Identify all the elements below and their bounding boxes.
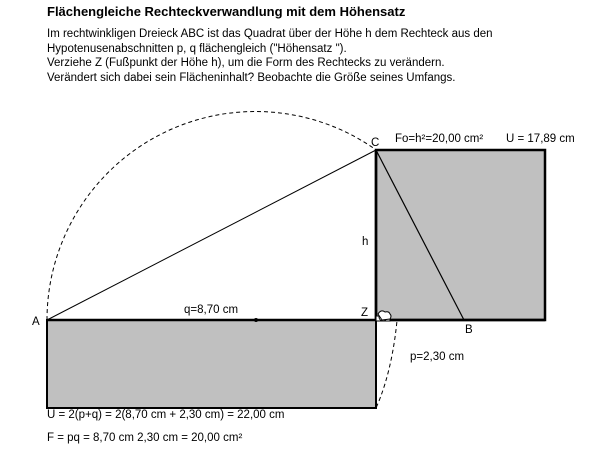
rect-perimeter-label: U = 2(p+q) = 2(8,70 cm + 2,30 cm) = 22,00 cm — [47, 409, 285, 421]
side-ac — [47, 150, 376, 320]
point-label-z: Z — [361, 307, 369, 319]
instruction-line-2: Hypotenusenabschnitten p, q flächengleich ("Höhensatz "). — [47, 42, 347, 55]
page-title: Flächengleiche Rechteckverwandlung mit dem Höhensatz — [47, 4, 406, 19]
height-label: h — [362, 236, 369, 248]
q-label: q=8,70 cm — [184, 304, 239, 316]
point-label-b: B — [465, 324, 473, 336]
instruction-line-3: Verziehe Z (Fußpunkt der Höhe h), um die Form des Rechtecks zu verändern. — [47, 57, 445, 69]
instruction-line-4: Verändert sich dabei sein Flächeninhalt? Beobachte die Größe seines Umfangs. — [47, 71, 456, 84]
point-label-c: C — [371, 137, 380, 149]
rect-area-label: F = pq = 8,70 cm 2,30 cm = 20,00 cm² — [47, 432, 243, 444]
segment-rectangle — [47, 320, 376, 408]
midpoint-q — [254, 318, 258, 322]
p-label: p=2,30 cm — [410, 351, 465, 363]
instruction-line-1: Im rechtwinkligen Dreieck ABC ist das Quadrat über der Höhe h dem Rechteck aus den — [47, 28, 493, 40]
square-perimeter-label: U = 17,89 cm — [506, 133, 575, 145]
point-z-handle[interactable] — [378, 311, 391, 321]
square-area-label: Fo=h²=20,00 cm² — [395, 133, 484, 145]
point-label-a: A — [32, 316, 40, 328]
height-square — [376, 150, 545, 320]
